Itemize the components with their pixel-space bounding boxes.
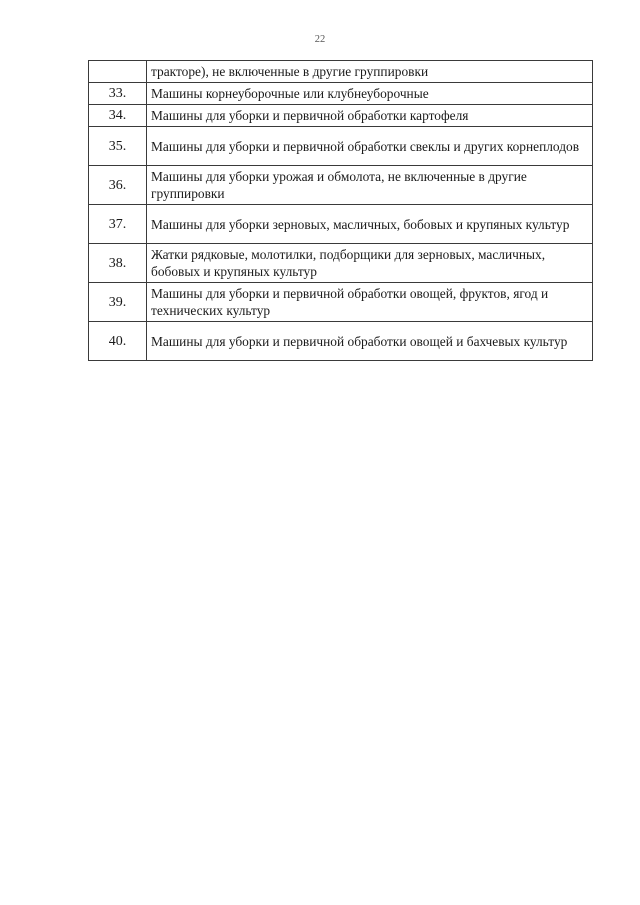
row-description: Машины для уборки и первичной обработки овощей, фруктов, ягод и технических культур — [147, 283, 593, 322]
table-row — [89, 322, 593, 361]
row-number: 37. — [89, 205, 147, 244]
table-row — [89, 105, 593, 127]
row-description: Машины для уборки зерновых, масличных, бобовых и крупяных культур — [147, 205, 593, 244]
row-description: Машины для уборки и первичной обработки свеклы и других корнеплодов — [147, 127, 593, 166]
row-description: тракторе), не включенные в другие группировки — [147, 61, 593, 83]
table-row — [89, 166, 593, 205]
table-row — [89, 205, 593, 244]
row-number: 40. — [89, 322, 147, 361]
row-description: Машины корнеуборочные или клубнеуборочные — [147, 83, 593, 105]
table-row — [89, 83, 593, 105]
machinery-classification-table — [88, 60, 593, 361]
table-row — [89, 127, 593, 166]
row-description: Машины для уборки и первичной обработки картофеля — [147, 105, 593, 127]
row-number: 34. — [89, 105, 147, 127]
page-number: 22 — [314, 34, 326, 45]
row-number: 39. — [89, 283, 147, 322]
row-number: 38. — [89, 244, 147, 283]
row-number — [89, 61, 147, 83]
table-row — [89, 244, 593, 283]
row-number: 36. — [89, 166, 147, 205]
row-description: Жатки рядковые, молотилки, подборщики для зерновых, масличных, бобовых и крупяных культур — [147, 244, 593, 283]
row-description: Машины для уборки и первичной обработки овощей и бахчевых культур — [147, 322, 593, 361]
row-number: 35. — [89, 127, 147, 166]
table-row — [89, 283, 593, 322]
table-row — [89, 61, 593, 83]
row-description: Машины для уборки урожая и обмолота, не включенные в другие группировки — [147, 166, 593, 205]
row-number: 33. — [89, 83, 147, 105]
